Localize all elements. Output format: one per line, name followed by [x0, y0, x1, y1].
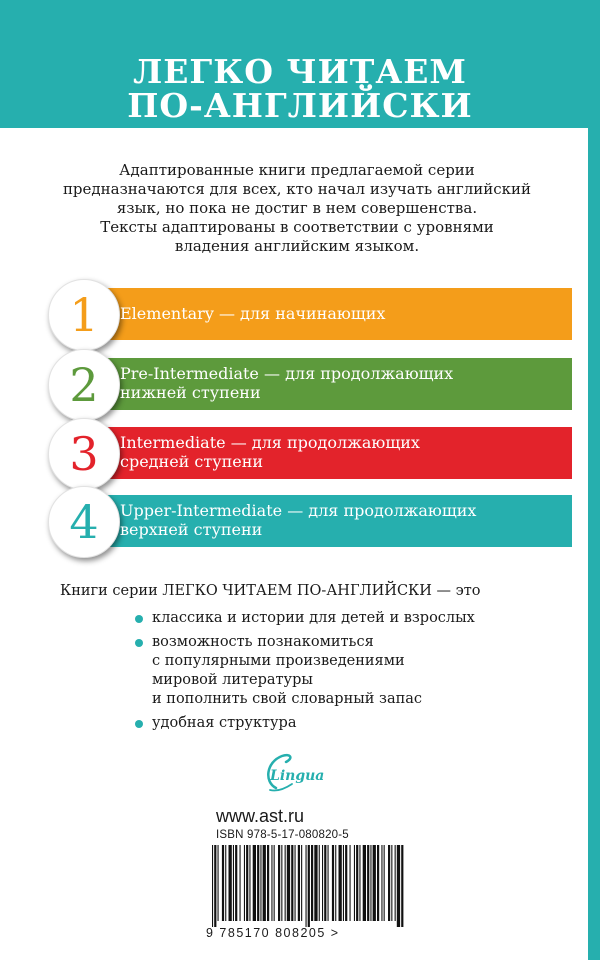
- level-2-label-line: Pre-Intermediate — для продолжающих: [120, 364, 454, 383]
- barcode-bar: [301, 845, 302, 921]
- list-item-line: классика и истории для детей и взрослых: [152, 610, 475, 626]
- list-item-line: удобная структура: [152, 715, 297, 731]
- level-4-label-line: верхней ступени: [120, 520, 263, 539]
- barcode-bar: [388, 845, 390, 921]
- right-edge-strip: [588, 128, 600, 960]
- level-2-label-line: нижней ступени: [120, 383, 261, 402]
- barcode-bar: [285, 845, 286, 921]
- barcode-bar: [233, 845, 234, 921]
- list-item-line: с популярными произведениями: [152, 653, 405, 669]
- barcode-bar: [263, 845, 266, 921]
- barcode-bar: [345, 845, 347, 921]
- level-2-number: 2: [69, 358, 99, 412]
- barcode-bar: [339, 845, 342, 921]
- barcode-bar: [343, 845, 344, 921]
- barcode-bar: [332, 845, 334, 921]
- barcode-bar: [287, 845, 290, 921]
- level-3-label: [120, 433, 420, 471]
- barcode-bar: [214, 845, 216, 927]
- level-1-number: 1: [69, 288, 99, 342]
- barcode-bar: [381, 845, 382, 921]
- barcode-bar: [244, 845, 245, 921]
- barcode-bar: [395, 845, 396, 921]
- level-2-label: [120, 364, 453, 402]
- barcode-bar: [281, 845, 282, 921]
- feature-list: [134, 609, 554, 738]
- barcode-bar: [298, 845, 300, 921]
- barcode-bar: [225, 845, 226, 921]
- barcode-bar: [218, 845, 219, 921]
- barcode-bar: [324, 845, 326, 921]
- bullet-dot-icon: [135, 639, 143, 647]
- intro-paragraph: [60, 161, 534, 256]
- isbn-text: ISBN 978-5-17-080820-5: [216, 829, 349, 841]
- intro-line: Адаптированные книги предлагаемой серии: [119, 161, 475, 179]
- level-4-label-line: Upper-Intermediate — для продолжающих: [120, 501, 477, 520]
- intro-line: предназначаются для всех, кто начал изучать английский: [62, 180, 532, 198]
- bullet-dot-icon: [135, 720, 143, 728]
- list-item-line: и пополнить свой словарный запас: [152, 691, 423, 707]
- intro-line: Тексты адаптированы в соответствии с уровнями: [100, 218, 494, 236]
- barcode-bar: [278, 845, 280, 921]
- barcode-bar: [391, 845, 392, 921]
- barcode-bar: [235, 845, 237, 921]
- barcode: [208, 845, 406, 927]
- barcode-bar: [397, 845, 400, 927]
- bullet-dot-icon: [135, 615, 143, 623]
- barcode-bar: [311, 845, 313, 921]
- level-2-number-badge: [48, 349, 120, 421]
- barcode-bar: [253, 845, 256, 921]
- barcode-bar: [260, 845, 261, 921]
- level-3-number: 3: [69, 427, 99, 481]
- level-4-number-badge: [48, 486, 120, 558]
- barcode-bar: [328, 845, 329, 921]
- barcode-bar: [384, 845, 385, 921]
- lingua-logo: [256, 748, 326, 794]
- level-1-label-line: Elementary — для начинающих: [120, 304, 386, 323]
- barcode-bar: [377, 845, 379, 921]
- barcode-bar: [314, 845, 317, 921]
- barcode-bar: [229, 845, 232, 921]
- barcode-bar: [212, 845, 213, 927]
- barcode-digits: 9 785170 808205 >: [206, 926, 340, 940]
- barcode-bar: [322, 845, 323, 921]
- barcode-bar: [363, 845, 366, 921]
- barcode-bar: [350, 845, 351, 921]
- series-statement: [60, 583, 590, 599]
- series-title-line2: ПО-АНГЛИЙСКИ: [127, 86, 473, 125]
- barcode-bar: [370, 845, 371, 921]
- list-item: [134, 609, 554, 628]
- level-4-number: 4: [69, 495, 99, 549]
- barcode-bar: [271, 845, 272, 921]
- intro-line: владения английским языком.: [174, 237, 420, 255]
- series-title-line1: ЛЕГКО ЧИТАЕМ: [133, 52, 467, 91]
- logo-text: Lingua: [270, 768, 325, 784]
- level-3-label-line: Intermediate — для продолжающих: [120, 433, 420, 452]
- list-item: [134, 633, 554, 709]
- barcode-bar: [306, 845, 307, 927]
- barcode-bar: [308, 845, 310, 927]
- level-1-number-badge: [48, 279, 120, 351]
- barcode-bar: [356, 845, 358, 921]
- barcode-bar: [373, 845, 376, 921]
- series-name: ЛЕГКО ЧИТАЕМ ПО-АНГЛИЙСКИ: [162, 583, 432, 599]
- barcode-bar: [240, 845, 241, 921]
- header-banner: [0, 0, 600, 128]
- barcode-bar: [222, 845, 224, 921]
- barcode-bar: [249, 845, 250, 921]
- barcode-bar: [257, 845, 259, 921]
- level-3-label-line: средней ступени: [120, 452, 264, 471]
- barcode-bar: [291, 845, 293, 921]
- barcode-bar: [267, 845, 269, 921]
- barcode-bar: [274, 845, 275, 921]
- barcode-bar: [335, 845, 336, 921]
- list-item: [134, 714, 554, 733]
- level-3-number-badge: [48, 418, 120, 490]
- series-prefix: Книги серии: [60, 583, 163, 599]
- list-item-line: возможность познакомиться: [152, 634, 374, 650]
- list-item-line: мировой литературы: [152, 672, 313, 688]
- barcode-bar: [246, 845, 248, 921]
- intro-line: язык, но пока не достиг в нем совершенства.: [116, 199, 478, 217]
- series-suffix: — это: [431, 583, 481, 599]
- publisher-url: www.ast.ru: [216, 806, 305, 826]
- barcode-bar: [359, 845, 360, 921]
- barcode-bar: [367, 845, 369, 921]
- barcode-bar: [319, 845, 320, 921]
- barcode-bar: [295, 845, 296, 921]
- level-4-label: [120, 501, 476, 539]
- barcode-bar: [354, 845, 355, 921]
- barcode-bar: [401, 845, 403, 927]
- level-1-label: [120, 304, 385, 323]
